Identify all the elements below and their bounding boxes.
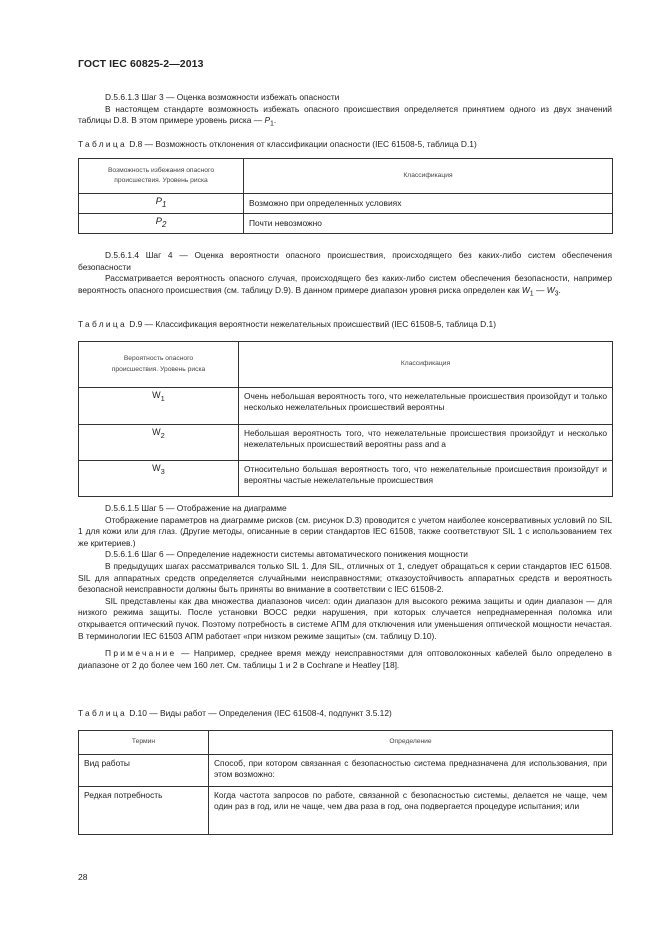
table-d10-caption: Таблица D.10 — Виды работ — Определения (IEC 61508-4, подпункт 3.5.12)	[78, 708, 392, 718]
table-d8-col2-header: Классификация	[244, 159, 613, 194]
table-row	[79, 214, 613, 234]
table-header-row	[79, 342, 613, 388]
table-d8-caption: Таблица D.8 — Возможность отклонения от классификации опасности (IEC 61508-5, таблица D.1)	[78, 139, 477, 149]
document-header: ГОСТ IEC 60825-2—2013	[78, 58, 204, 70]
step6-paragraph-1: В предыдущих шагах рассматривался только SIL 1. Для SIL, отличных от 1, следует обращаться к серии стандартов IEC 61508. SIL для аппаратных средств определяется случайными неисправностями; отказоустойчивость аппаратных средств и вероятность безопасной неисправности должны быть приняты во внимание в соответствии с IEC 61508-2.	[78, 560, 612, 595]
step3-paragraph: В настоящем стандарте возможность избежать опасного происшествия определяется принятием одного из двух значений таблицы D.8. В этом примере уровень риска — $P_1$.	[78, 103, 612, 128]
classification-cell: Почти невозможно	[244, 214, 613, 234]
step6-heading: D.5.6.1.6 Шаг 6 — Определение надежности системы автоматического понижения мощности	[105, 549, 468, 560]
table-d8	[78, 158, 613, 234]
term-cell: Вид работы	[79, 755, 209, 787]
table-d10-col2-header: Определение	[209, 731, 613, 755]
table-d10	[78, 730, 613, 835]
table-row	[79, 388, 613, 425]
table-row	[79, 425, 613, 461]
step4-paragraph: Рассматривается вероятность опасного случая, происходящего без каких-либо систем обеспечения безопасности, например вероятность опасного происшествия (см. таблицу D.9). В данном примере диапазон уровня риска определен как $W_1$ — $W_3$.	[78, 273, 612, 298]
step4-heading: D.5.6.1.4 Шаг 4 — Оценка вероятности опасного происшествия, происходящего без каких-либо систем обеспечения безопасности	[78, 250, 612, 272]
step3-heading: D.5.6.1.3 Шаг 3 — Оценка возможности избежать опасности	[105, 92, 340, 102]
table-d8-col1-header: Возможность избежания опасного происшествия. Уровень риска	[79, 159, 244, 194]
classification-cell: Небольшая вероятность того, что нежелательные происшествия произойдут и несколько нежелательных происшествий вероятны pass and a	[239, 425, 613, 461]
table-d9-col1-header: Вероятность опасного происшествия. Уровень риска	[79, 342, 239, 388]
step6-paragraph-2: SIL представлены как два множества диапазонов чисел: один диапазон для высокого режима защиты и один диапазон — для низкого режима защиты. После установки ВОСС редки нарушения, при которых случается непреднамеренная поломка или открывается оптический пучок. Поэтому потребность в системе АПМ для отключения или уменьшения оптической мощности нечастая. В терминологии IEC 61503 АПМ работает «при низком режиме защиты» (см. таблицу D.10).	[78, 595, 612, 641]
table-d9-col2-header: Классификация	[239, 342, 613, 388]
step5-paragraph: Отображение параметров на диаграмме рисков (см. рисунок D.3) проводится с учетом наиболее консервативных условий по SIL 1 для кожи или для глаз. (Другие методы, описанные в серии стандартов IEC 61508, также соответствуют SIL 1 с использованием тех же критериев.)	[78, 514, 612, 548]
probability-level-symbol: $W_1$	[79, 388, 239, 425]
classification-cell: Возможно при определенных условиях	[244, 194, 613, 214]
table-row	[79, 755, 613, 787]
term-cell: Редкая потребность	[79, 787, 209, 835]
table-row	[79, 461, 613, 497]
step3-section	[78, 92, 612, 130]
table-header-row	[79, 159, 613, 194]
note-paragraph: Примечание — Например, среднее время между неисправностями для оптоволоконных кабелей было определено в диапазоне от 2 до более чем 160 лет. См. таблицы 1 и 2 в Cochrane и Heatley [18].	[78, 648, 612, 670]
table-header-row	[79, 731, 613, 755]
table-d9	[78, 341, 613, 497]
step5-heading: D.5.6.1.5 Шаг 5 — Отображение на диаграмме	[105, 503, 287, 513]
table-row	[79, 194, 613, 214]
definition-cell: Когда частота запросов по работе, связанной с безопасностью системы, делается не чаще, чем один раз в год, или не чаще, чем два раза в год, она подвергается процедуре испытания; или	[209, 787, 613, 835]
risk-level-symbol: $P_2$	[79, 214, 244, 234]
page-number: 28	[78, 872, 88, 882]
step4-section	[78, 250, 612, 300]
classification-cell: Очень небольшая вероятность того, что нежелательные происшествия произойдут и только несколько нежелательных происшествий вероятны	[239, 388, 613, 425]
table-d10-col1-header: Термин	[79, 731, 209, 755]
classification-cell: Относительно большая вероятность того, что нежелательные происшествия произойдут и вероятны частые нежелательные происшествия	[239, 461, 613, 497]
probability-level-symbol: $W_3$	[79, 461, 239, 497]
risk-level-symbol: $P_1$	[79, 194, 244, 214]
table-d9-caption: Таблица D.9 — Классификация вероятности нежелательных происшествий (IEC 61508-5, таблица D.1)	[78, 319, 496, 329]
definition-cell: Способ, при котором связанная с безопасностью система предназначена для использования, при этом возможно:	[209, 755, 613, 787]
steps-5-6-section	[78, 503, 612, 671]
table-row	[79, 787, 613, 835]
probability-level-symbol: $W_2$	[79, 425, 239, 461]
